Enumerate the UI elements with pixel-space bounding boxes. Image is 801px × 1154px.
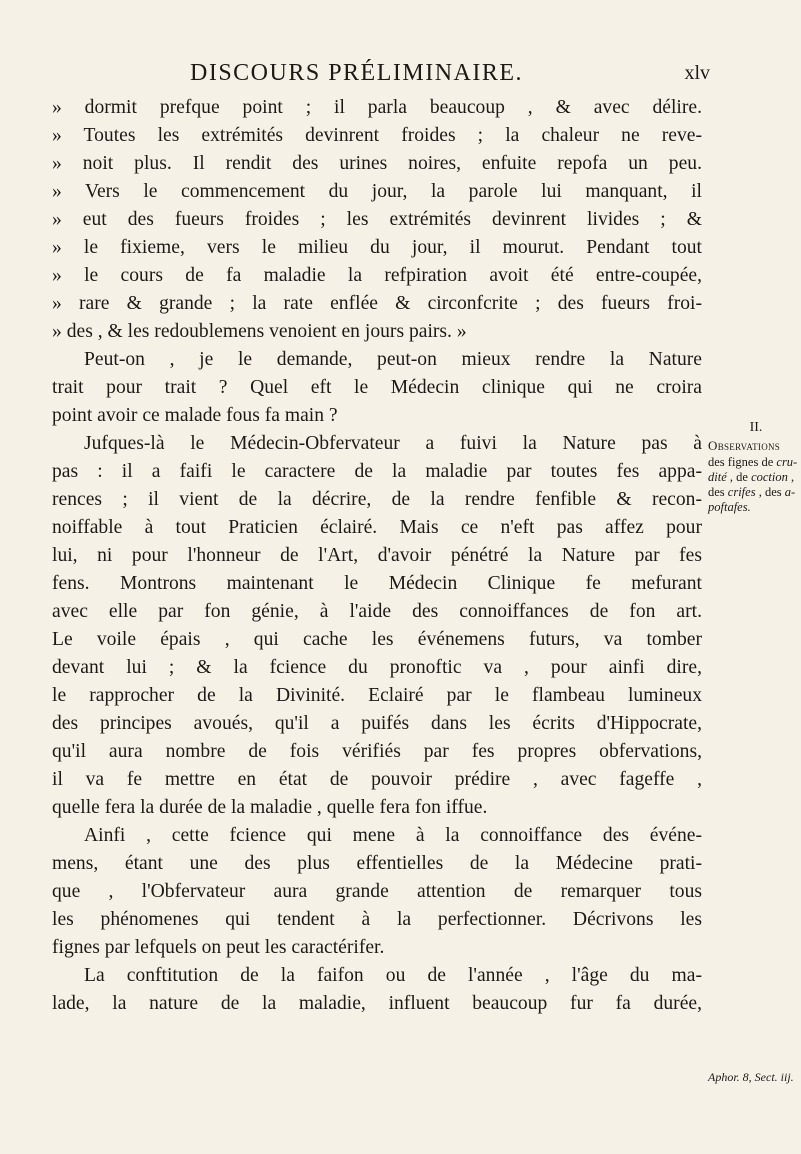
margin-text: , — [787, 470, 795, 484]
text-line: Jufques-là le Médecin-Obfervateur a fuivi la Nature pas à — [84, 433, 702, 454]
text-line: lade, la nature de la maladie, influent beaucoup fur fa durée, — [52, 993, 702, 1014]
text-line: » Vers le commencement du jour, la parole lui manquant, il — [52, 181, 702, 202]
text-line: mens, étant une des plus effentielles de la Médecine prati- — [52, 853, 702, 874]
text-line: que , l'Obfervateur aura grande attention de remarquer tous — [52, 881, 702, 902]
text-line: » rare & grande ; la rate enflée & circonfcrite ; des fueurs froi- — [52, 293, 702, 314]
text-line: il va fe mettre en état de pouvoir prédire , avec fageffe , — [52, 769, 702, 790]
margin-reference: Aphor. 8, Sect. iij. — [708, 1070, 794, 1084]
margin-section-number: II. — [749, 420, 763, 435]
text-line: » le fixieme, vers le milieu du jour, il mourut. Pendant tout — [52, 237, 702, 258]
margin-text: des fignes de — [708, 455, 777, 469]
text-line: fens. Montrons maintenant le Médecin Clinique fe mefurant — [52, 573, 702, 594]
margin-text: , de — [726, 470, 752, 484]
margin-text: dité — [708, 470, 727, 484]
text-line: noiffable à tout Praticien éclairé. Mais ce n'eft pas affez pour — [52, 517, 702, 538]
text-line: pas : il a faifi le caractere de la maladie par toutes fes appa- — [52, 461, 702, 482]
text-line: point avoir ce malade fous fa main ? — [52, 405, 338, 426]
text-line: Ainfi , cette fcience qui mene à la connoiffance des événe- — [84, 825, 702, 846]
text-line: » Toutes les extrémités devinrent froides ; la chaleur ne reve- — [52, 125, 702, 146]
text-line: le rapprocher de la Divinité. Eclairé par le flambeau lumineux — [52, 685, 702, 706]
text-line: avec elle par fon génie, à l'aide des connoiffances de fon art. — [52, 601, 702, 622]
text-line: qu'il aura nombre de fois vérifiés par fes propres obfervations, — [52, 741, 702, 762]
text-line: fignes par lefquels on peut les caractérifer. — [52, 937, 385, 958]
text-line: des principes avoués, qu'il a puifés dans les écrits d'Hippocrate, — [52, 713, 702, 734]
text-line: » dormit prefque point ; il parla beaucoup , & avec délire. — [52, 97, 702, 118]
text-line: devant lui ; & la fcience du pronoftic va , pour ainfi dire, — [52, 657, 702, 678]
text-line: » noit plus. Il rendit des urines noires, enfuite repofa un peu. — [52, 153, 702, 174]
text-line: » des , & les redoublemens venoient en jours pairs. » — [52, 321, 467, 342]
text-line: trait pour trait ? Quel eft le Médecin clinique qui ne croira — [52, 377, 702, 398]
text-line: rences ; il vient de la décrire, de la rendre fenfible & recon- — [52, 489, 702, 510]
text-line: les phénomenes qui tendent à la perfectionner. Décrivons les — [52, 909, 702, 930]
text-line: La conftitution de la faifon ou de l'année , l'âge du ma- — [84, 965, 702, 986]
margin-subheading — [708, 455, 798, 515]
margin-text: cru- — [776, 455, 798, 469]
text-line: lui, ni pour l'honneur de l'Art, d'avoir pénétré la Nature par fes — [52, 545, 702, 566]
page-number: xlv — [684, 62, 710, 84]
body-text — [52, 94, 702, 1018]
text-line: quelle fera la durée de la maladie , quelle fera fon iffue. — [52, 797, 488, 818]
text-line: » eut des fueurs froides ; les extrémités devinrent livides ; & — [52, 209, 702, 230]
margin-text: poftafes. — [708, 500, 751, 514]
running-title: DISCOURS PRÉLIMINAIRE. — [190, 60, 524, 86]
margin-text: crifes — [727, 485, 756, 499]
text-line: Le voile épais , qui cache les événemens futurs, va tomber — [52, 629, 702, 650]
margin-text: coction — [751, 470, 788, 484]
margin-text: a- — [784, 485, 796, 499]
running-header — [190, 56, 710, 92]
text-line: Peut-on , je le demande, peut-on mieux rendre la Nature — [84, 349, 702, 370]
margin-heading: Observations — [708, 438, 781, 453]
margin-text: des — [708, 485, 728, 499]
margin-text: , des — [755, 485, 785, 499]
text-line: » le cours de fa maladie la refpiration avoit été entre-coupée, — [52, 265, 702, 286]
